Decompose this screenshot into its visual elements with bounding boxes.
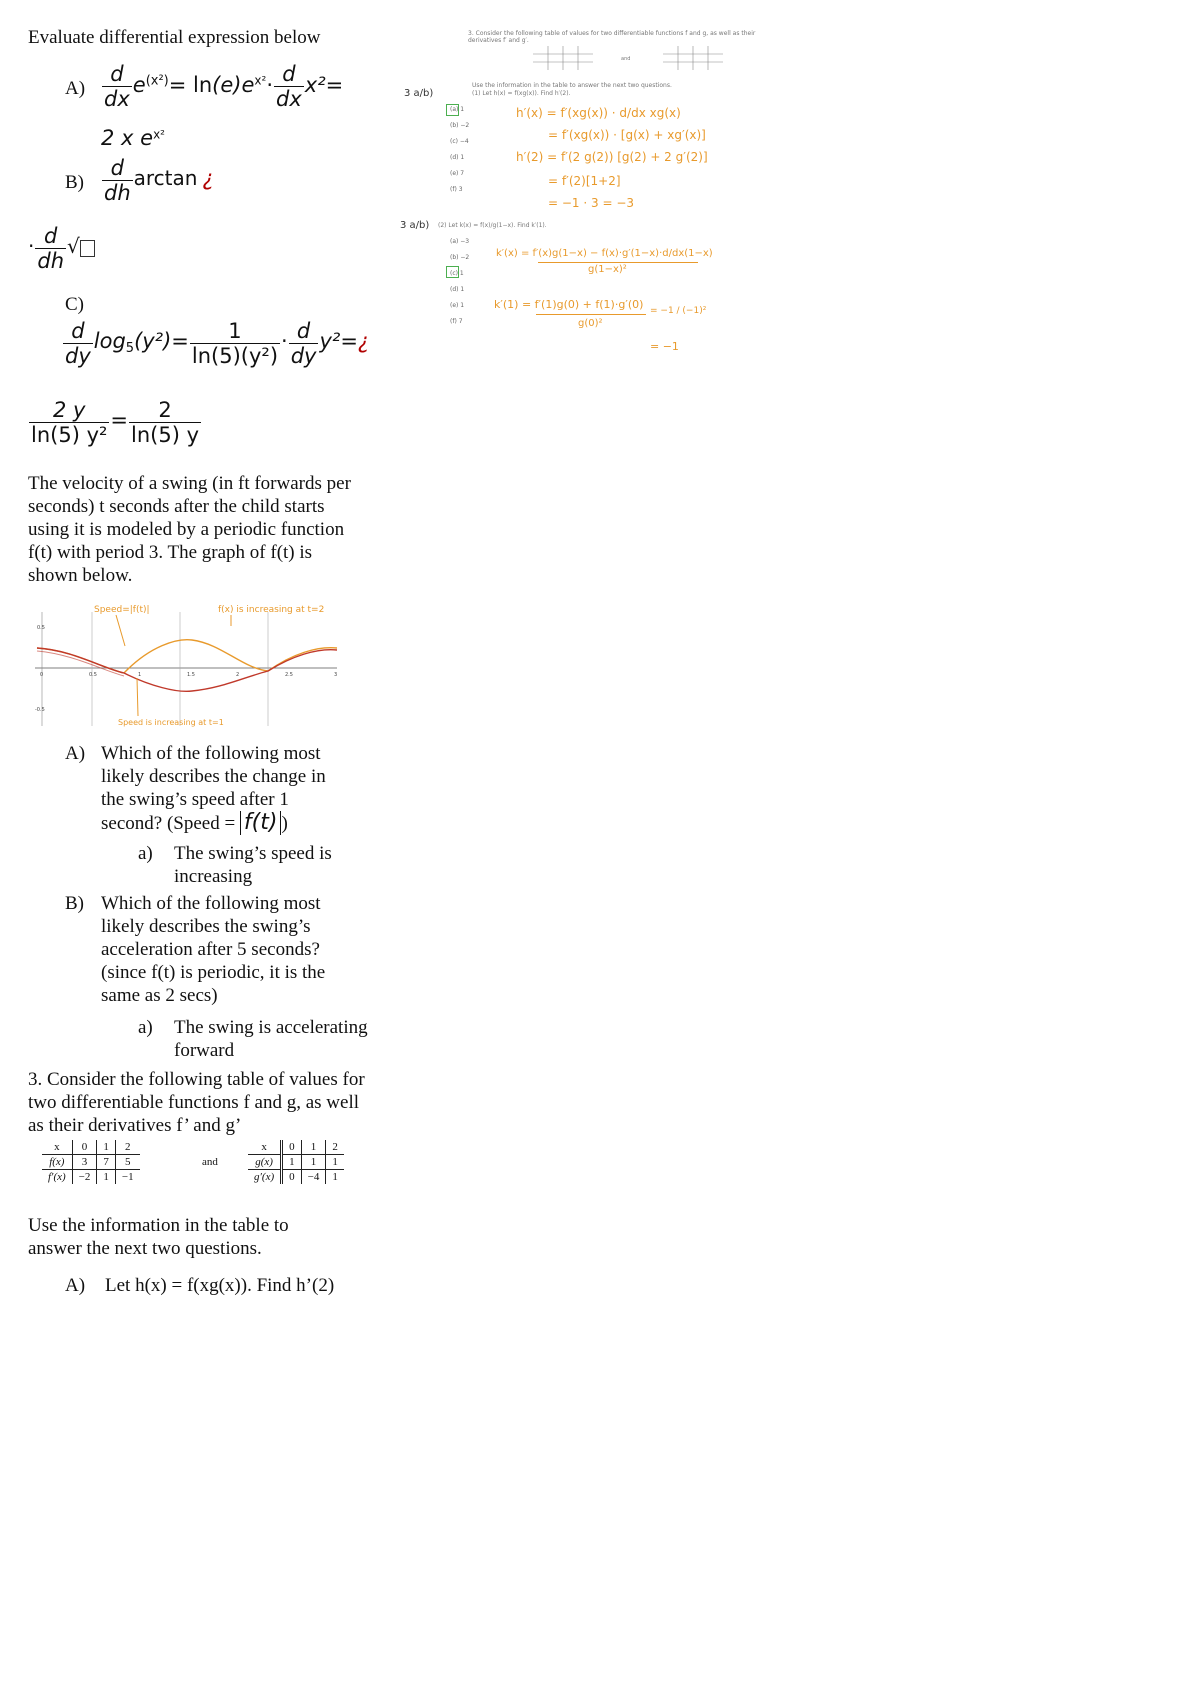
- use-info: Use the information in the table to answer the next two questions.: [28, 1215, 289, 1259]
- qa-a-text: The swing’s speed is increasing: [174, 843, 332, 887]
- expression-a: [65, 62, 405, 120]
- table-f: [42, 1140, 140, 1184]
- c-d: d: [71, 319, 85, 343]
- question-b-answer: [138, 1016, 378, 1062]
- c-d2: d: [296, 319, 311, 343]
- c-red: ¿: [357, 329, 370, 353]
- hw-line-5: = −1 · 3 = −3: [548, 196, 635, 210]
- scan-option: (e) 7: [450, 170, 465, 177]
- c2-den1: ln(5) y²: [31, 423, 108, 447]
- b-red: ¿: [202, 166, 214, 190]
- c-arg: (y²)=: [134, 329, 189, 353]
- scanned-worksheet: [400, 30, 778, 400]
- c2-den2: ln(5) y: [131, 423, 200, 447]
- speed-inc-arrow: [137, 678, 138, 716]
- a-x2sup: x²: [254, 73, 267, 88]
- c-one: 1: [228, 319, 242, 343]
- tf-h0: x: [42, 1140, 72, 1155]
- c-log-base: 5: [125, 341, 135, 357]
- hw-line-4: = f′(2)[1+2]: [548, 174, 621, 188]
- table-g: [248, 1140, 344, 1184]
- expression-b2: [28, 224, 95, 273]
- b-d: d: [110, 156, 124, 180]
- qb-a-label: a): [138, 1017, 153, 1038]
- scan-tag-2: 3 a/b): [400, 220, 430, 231]
- tg-gp2: −4: [301, 1170, 326, 1185]
- qa-text: Which of the following most likely describes the change in the swing’s speed after 1 second? (Speed =: [101, 743, 326, 834]
- tf-fp2: 1: [97, 1170, 116, 1185]
- tg-g3: 1: [326, 1155, 344, 1170]
- tg-g1: 1: [282, 1155, 302, 1170]
- tg-gp1: 0: [282, 1170, 302, 1185]
- c2-eq: =: [110, 408, 129, 432]
- a-result-sup: x²: [153, 127, 165, 142]
- qa-a-label: a): [138, 843, 153, 864]
- a-d2: d: [282, 62, 296, 86]
- velocity-paragraph: The velocity of a swing (in ft forwards per seconds) t seconds after the child starts using it is modeled by a periodic function f(t) with period 3. The graph of f(t) is shown below.: [28, 473, 351, 586]
- x-tick-label: 1: [138, 672, 142, 678]
- scan-option: (c) −4: [450, 138, 469, 145]
- hw-line-6b: g(1−x)²: [588, 264, 627, 275]
- c-dy: dy: [65, 344, 91, 368]
- b2-d: d: [44, 224, 58, 248]
- qb-label: B): [65, 893, 84, 914]
- tg-h3: 2: [326, 1140, 344, 1155]
- hw-line-7b: g(0)²: [578, 318, 603, 329]
- speed-arrow: [116, 615, 125, 646]
- a-e-paren: (e): [212, 73, 242, 97]
- qb-a-text: The swing is accelerating forward: [174, 1017, 368, 1061]
- question-a: [65, 742, 365, 835]
- c-dy2: dy: [290, 344, 317, 368]
- speed-label: Speed=|f(t)|: [94, 605, 150, 615]
- left-column: [28, 26, 398, 1316]
- tf-f1: 3: [72, 1155, 97, 1170]
- tg-h2: 1: [301, 1140, 326, 1155]
- scan-mini-tables: [533, 46, 773, 72]
- hw-line-9: = −1: [650, 340, 679, 353]
- q3a-label: A): [65, 1275, 86, 1296]
- b2-dh: dh: [37, 249, 64, 273]
- table-and: and: [202, 1156, 218, 1168]
- c-dot: ·: [281, 329, 288, 353]
- x-tick-label: 1.5: [187, 672, 195, 678]
- tg-g2: 1: [301, 1155, 326, 1170]
- q3a-text: Let h(x) = f(xg(x)). Find h’(2): [105, 1275, 335, 1296]
- velocity-graph: [32, 598, 342, 728]
- qa-abs: f(t): [240, 811, 282, 835]
- question-3a: [65, 1274, 405, 1297]
- scan-option: (b) −2: [450, 254, 470, 261]
- tf-h1: 0: [72, 1140, 97, 1155]
- a-dx: dx: [104, 87, 130, 111]
- c-y2eq: y²=: [319, 329, 358, 353]
- scan-top-text: 3. Consider the following table of values for two differentiable functions f and g, as well as their derivatives f′ and g′.: [468, 30, 756, 44]
- heading: Evaluate differential expression below: [28, 27, 321, 48]
- c2-num1: 2 y: [52, 398, 86, 422]
- velocity-curve: [37, 648, 337, 691]
- qb-text: Which of the following most likely describes the swing’s acceleration after 5 seconds? (since f(t) is periodic, it is the same as 2 secs): [101, 893, 326, 1006]
- a-result: 2 x e: [101, 126, 154, 150]
- question-a-answer: [138, 842, 378, 888]
- expression-c: [62, 319, 369, 368]
- a-exp: (x²): [145, 73, 169, 89]
- qa-close: ): [281, 813, 288, 834]
- hw-fraction-line-1: [538, 262, 698, 263]
- tg-h1: 0: [282, 1140, 302, 1155]
- x-tick-label: 2.5: [285, 672, 293, 678]
- a-dot: ·: [266, 73, 274, 97]
- x-tick-label: 2: [236, 672, 240, 678]
- scan-option: (d) 1: [450, 154, 465, 161]
- scan-option: (a) 1: [450, 106, 465, 113]
- a-eq2: =: [325, 73, 344, 97]
- label-c: C): [65, 294, 84, 315]
- expression-a-result: [101, 126, 165, 150]
- expression-b: [65, 156, 405, 216]
- b-func: arctan: [133, 166, 198, 190]
- hw-line-2: = f′(xg(x)) · [g(x) + xg′(x)]: [548, 128, 706, 142]
- b-dh: dh: [104, 181, 131, 205]
- tg-g0: g(x): [248, 1155, 282, 1170]
- c-log: log: [93, 329, 126, 353]
- x-tick-label: 0.5: [89, 672, 97, 678]
- b2-box: [80, 240, 95, 257]
- tf-fp1: −2: [72, 1170, 97, 1185]
- scan-and: and: [621, 56, 631, 62]
- scan-use-text: Use the information in the table to answer the next two questions.: [472, 82, 672, 89]
- label-a: A): [65, 78, 86, 99]
- hw-line-1: h′(x) = f′(xg(x)) · d/dx xg(x): [516, 106, 681, 120]
- scan-option: (b) −2: [450, 122, 470, 129]
- x-tick-label: 0: [40, 672, 44, 678]
- hw-line-6: k′(x) = f′(x)g(1−x) − f(x)·g′(1−x)·d/dx(1−x): [496, 248, 713, 259]
- tg-gp0: g′(x): [254, 1171, 275, 1183]
- tf-f3: 5: [115, 1155, 139, 1170]
- expression-c2: [28, 398, 202, 447]
- b2-sqrt: √: [67, 234, 80, 258]
- a-e2: e: [241, 73, 255, 97]
- a-x2: x²: [304, 73, 326, 97]
- scan-q-a: (1) Let h(x) = f(xg(x)). Find h′(2).: [472, 90, 571, 97]
- x-tick-label: 3: [334, 672, 338, 678]
- x-ticks: [40, 672, 337, 678]
- value-tables: [42, 1140, 372, 1188]
- a-eq1: = ln: [168, 73, 213, 97]
- y-tick-top: 0.5: [37, 625, 45, 631]
- scan-q-b: (2) Let k(x) = f(x)/g(1−x). Find k′(1).: [438, 222, 547, 229]
- a-e: e: [132, 73, 146, 97]
- tf-h2: 1: [97, 1140, 116, 1155]
- tf-f2: 7: [97, 1155, 116, 1170]
- label-b: B): [65, 172, 84, 193]
- scan-option: (f) 3: [450, 186, 463, 193]
- question-b: [65, 892, 365, 1007]
- q3-text: 3. Consider the following table of values for two differentiable functions f and g, as well as their derivatives f’ and g’: [28, 1069, 365, 1136]
- velocity-curve-shadow: [37, 651, 124, 676]
- scan-option: (f) 7: [450, 318, 463, 325]
- tf-fp3: −1: [115, 1170, 139, 1185]
- a-dx2: dx: [276, 87, 302, 111]
- hw-fraction-line-2: [536, 314, 646, 315]
- qa-label: A): [65, 743, 86, 764]
- c2-num2: 2: [158, 398, 172, 422]
- speed-inc-label: Speed is increasing at t=1: [118, 718, 224, 727]
- hw-line-3: h′(2) = f′(2 g(2)) [g(2) + 2 g′(2)]: [516, 150, 708, 164]
- hw-line-7: k′(1) = f′(1)g(0) + f(1)·g′(0): [494, 298, 644, 311]
- scan-option: (d) 1: [450, 286, 465, 293]
- scan-tag-1: 3 a/b): [404, 88, 434, 99]
- tg-h0: x: [248, 1140, 282, 1155]
- tf-f0: f(x): [42, 1155, 72, 1170]
- scan-option: (a) −3: [450, 238, 470, 245]
- increasing-label: f(x) is increasing at t=2: [218, 605, 325, 615]
- tg-gp3: 1: [326, 1170, 344, 1185]
- a-d: d: [110, 62, 124, 86]
- scan-option: (e) 1: [450, 302, 465, 309]
- c-ln-den: ln(5)(y²): [191, 344, 279, 368]
- tf-h3: 2: [115, 1140, 139, 1155]
- scan-option: (c) 1: [450, 270, 464, 277]
- b2-dot: ·: [28, 234, 35, 258]
- hw-line-8: = −1 / (−1)²: [650, 306, 707, 316]
- y-tick-bottom: -0.5: [35, 707, 45, 713]
- tf-fp0: f′(x): [48, 1171, 66, 1183]
